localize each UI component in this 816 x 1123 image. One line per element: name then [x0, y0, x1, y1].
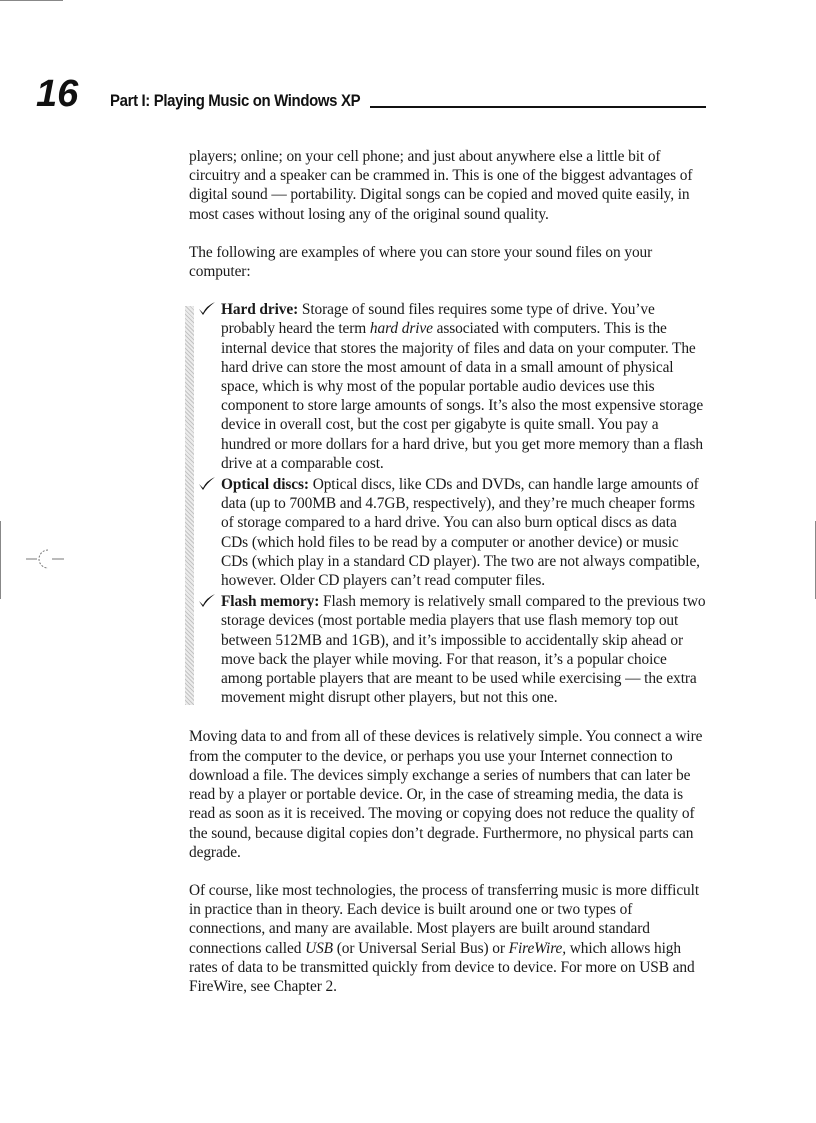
- paragraph: [189, 881, 707, 996]
- paragraph-text: which allows high rates of data to be transmitted quickly from device to device. For more on USB and FireWire, see Chapter 2.: [189, 939, 695, 995]
- firewire-term: FireWire,: [508, 939, 567, 957]
- list-item: [221, 475, 707, 590]
- check-icon: [198, 301, 216, 316]
- bullet-text: Flash memory is relatively small compared to the previous two storage devices (most portable media players that use flash memory top out between 512MB and 1GB), and it’s impossible to accidentally skip ahead or move back the player while moving. For that reason, it’s a popular choice among portable players that are meant to be used while exercising — the extra movement might disrupt other players, but not this one.: [221, 593, 706, 707]
- running-title: Part I: Playing Music on Windows XP: [110, 91, 361, 110]
- header-rule: [370, 106, 706, 108]
- crop-mark-left: [0, 521, 1, 599]
- list-item: [221, 300, 707, 473]
- check-icon: [198, 593, 216, 608]
- paragraph: Moving data to and from all of these devices is relatively simple. You connect a wire from the computer to the device, or perhaps you use your Internet connection to download a file. The devices simply exchange a series of numbers that can later be read by a player or portable device. Or, in the case of streaming media, the data is read as soon as it is received. The moving or copying does not reduce the quality of the sound, because digital copies don’t degrade. Furthermore, no physical parts can degrade.: [189, 728, 703, 861]
- registration-mark-icon: [26, 548, 66, 570]
- bullet-term: Flash memory:: [221, 593, 320, 611]
- body-text: [189, 147, 707, 1015]
- bullet-term: Optical discs:: [221, 476, 309, 494]
- sidebar-marker: [185, 306, 194, 705]
- bullet-text: Optical discs, like CDs and DVDs, can handle large amounts of data (up to 700MB and 4.7GB, respectively), and they’re much cheaper forms of storage compared to a hard drive. You can also burn optical discs as data CDs (which hold files to be read by a computer or another device) or music CDs (which play in a standard CD player). The two are not always compatible, however. Older CD players can’t read computer files.: [221, 476, 700, 590]
- usb-term: USB: [305, 939, 333, 957]
- list-item: [221, 592, 707, 707]
- check-icon: [198, 476, 216, 491]
- paragraph-text: Of course, like most technologies, the process of transferring music is more difficult in practice than in theory. Each device is built around one or two types of connections, and many are available. Most players are built around standard connections called: [189, 881, 699, 957]
- bullet-emphasis: hard drive: [369, 320, 433, 338]
- paragraph: players; online; on your cell phone; and just about anywhere else a little bit of circuitry and a speaker can be crammed in. This is one of the biggest advantages of digital sound — portability. Digital songs can be copied and moved quite easily, in most cases without losing any of the original sound quality.: [189, 148, 693, 223]
- bullet-term: Hard drive:: [221, 301, 299, 319]
- bullet-text: associated with computers. This is the internal device that stores the majority of files and data on your computer. The hard drive can store the most amount of data in a small amount of physical space, which is why most of the popular portable audio devices use this component to store large amounts of songs. It’s also the most expensive storage device in overall cost, but the cost per gigabyte is quite small. You pay a hundred or more dollars for a hard drive, but you get more memory than a flash drive at a comparable cost.: [221, 320, 704, 472]
- page-number: 16: [36, 73, 79, 115]
- bullet-text: Storage of sound files requires some type of drive. You’ve probably heard the term: [221, 301, 655, 338]
- crop-mark-top: [0, 0, 63, 1]
- bullet-list: [189, 300, 707, 707]
- paragraph-text: (or Universal Serial Bus) or: [332, 939, 509, 957]
- running-head: [110, 91, 706, 111]
- paragraph: The following are examples of where you can store your sound files on your computer:: [189, 243, 653, 281]
